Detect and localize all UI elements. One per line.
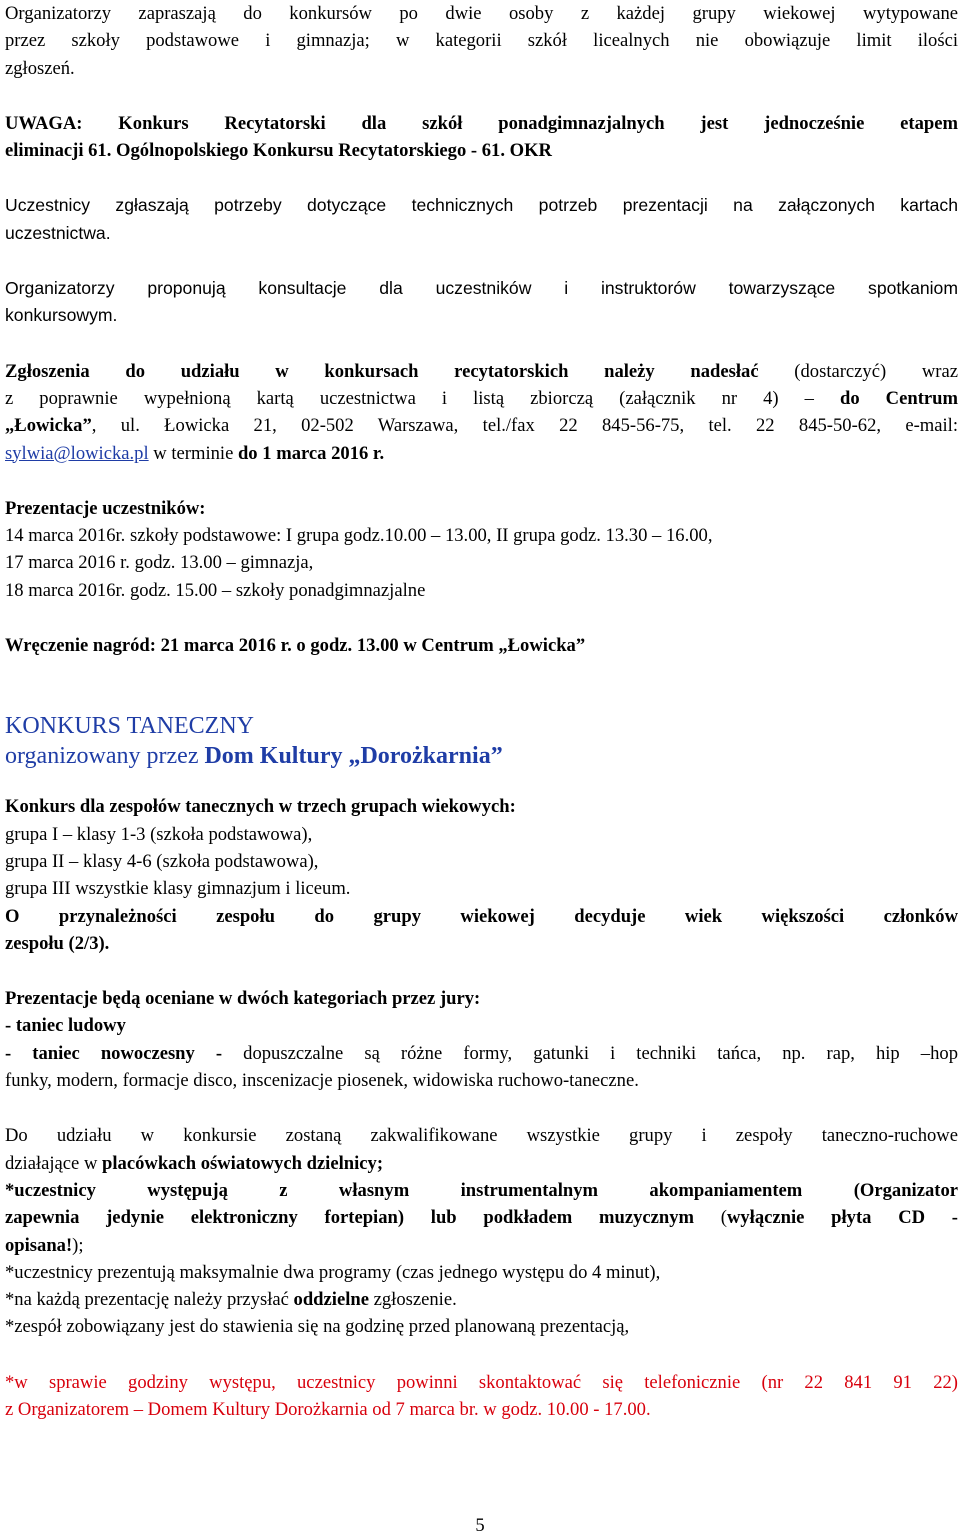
prezentacje-line2: 17 marca 2016 r. godz. 13.00 – gimnazja, [5,552,314,574]
document-page [5,0,958,1423]
p1-line2: przez szkoły podstawowe i gimnazja; w kategorii szkół licealnych nie obowiązuje limit ilości [5,30,958,52]
rule-1: *uczestnicy prezentują maksymalnie dwa programy (czas jednego występu do 4 minut), [5,1261,661,1283]
zgloszenia-line3: „Łowicka”, ul. Łowicka 21, 02-502 Warszawa, tel./fax 22 845-56-75, tel. 22 845-50-62, e-mail: [5,415,958,437]
groups-title: Konkurs dla zespołów tanecznych w trzech grupach wiekowych: [5,796,516,818]
zgloszenia-line1: Zgłoszenia do udziału w konkursach recytatorskich należy nadesłać (dostarczyć) wraz [5,360,958,382]
instrument-line3: opisana!); [5,1234,84,1256]
categories-title: Prezentacje będą oceniane w dwóch kategoriach przez jury: [5,988,481,1010]
red-note-line1: *w sprawie godziny występu, uczestnicy powinni skontaktować się telefonicznie (nr 22 841 91 22) [5,1371,958,1393]
zgloszenia-line2: z poprawnie wypełnioną kartą uczestnictwa i listą zbiorczą (załącznik nr 4) – do Centrum [5,387,958,409]
category-1: - taniec ludowy [5,1015,126,1037]
prezentacje-line3: 18 marca 2016r. godz. 15.00 – szkoły ponadgimnazjalne [5,579,426,601]
organizer-line: organizowany przez Dom Kultury „Dorożkarnia” [5,743,503,770]
instrument-line1: *uczestnicy występują z własnym instrumentalnym akompaniamentem (Organizator [5,1179,958,1201]
p2-line2: uczestnictwa. [5,222,111,243]
qualify-line1: Do udziału w konkursie zostaną zakwalifikowane wszystkie grupy i zespoły taneczno-ruchowe [5,1125,958,1147]
category-2-line2: funky, modern, formacje disco, inscenizacje piosenek, widowiska ruchowo-taneczne. [5,1070,639,1092]
category-2: - taniec nowoczesny - dopuszczalne są różne formy, gatunki i techniki tańca, np. rap, hip –hop [5,1042,958,1064]
prezentacje-line1: 14 marca 2016r. szkoły podstawowe: I grupa godz.10.00 – 13.00, II grupa godz. 13.30 – 16.00, [5,525,713,547]
red-note-line2: z Organizatorem – Domem Kultury Dorożkarnia od 7 marca br. w godz. 10.00 - 17.00. [5,1398,651,1420]
belong-line1: O przynależności zespołu do grupy wiekowej decyduje wiek większości członków [5,905,958,927]
zgloszenia-line4: sylwia@lowicka.pl w terminie do 1 marca 2016 r. [5,442,385,464]
p2-line1: Uczestnicy zgłaszają potrzeby dotyczące technicznych potrzeb prezentacji na załączonych kartach [5,195,958,216]
group-2: grupa II – klasy 4-6 (szkoła podstawowa), [5,850,319,872]
p1-line3: zgłoszeń. [5,57,75,79]
instrument-line2: zapewnia jedynie elektroniczny fortepian) lub podkładem muzycznym (wyłącznie płyta CD - [5,1207,958,1229]
belong-line2: zespołu (2/3). [5,932,110,954]
uwaga-line2: eliminacji 61. Ogólnopolskiego Konkursu Recytatorskiego - 61. OKR [5,140,552,162]
page-number: 5 [475,1515,485,1536]
email-link[interactable]: sylwia@lowicka.pl [5,442,149,464]
uwaga-line1: UWAGA: Konkurs Recytatorski dla szkół ponadgimnazjalnych jest jednocześnie etapem [5,112,958,134]
award-line: Wręczenie nagród: 21 marca 2016 r. o godz. 13.00 w Centrum „Łowicka” [5,635,586,657]
p3-line1: Organizatorzy proponują konsultacje dla uczestników i instruktorów towarzyszące spotkaniom [5,278,958,299]
group-1: grupa I – klasy 1-3 (szkoła podstawowa), [5,823,313,845]
p1-line1: Organizatorzy zapraszają do konkursów po dwie osoby z każdej grupy wiekowej wytypowane [5,3,958,24]
zgloszenia-bold: Zgłoszenia do udziału w konkursach recytatorskich należy nadesłać [5,360,759,382]
rule-3: *zespół zobowiązany jest do stawienia się na godzinę przed planowaną prezentacją, [5,1316,630,1338]
qualify-line2: działające w placówkach oświatowych dzielnicy; [5,1152,384,1174]
p3-line2: konkursowym. [5,305,118,326]
konkurs-taneczny-heading: KONKURS TANECZNY [5,713,254,740]
prezentacje-title: Prezentacje uczestników: [5,497,206,519]
group-3: grupa III wszystkie klasy gimnazjum i liceum. [5,878,351,900]
rule-2: *na każdą prezentację należy przysłać oddzielne zgłoszenie. [5,1289,457,1311]
